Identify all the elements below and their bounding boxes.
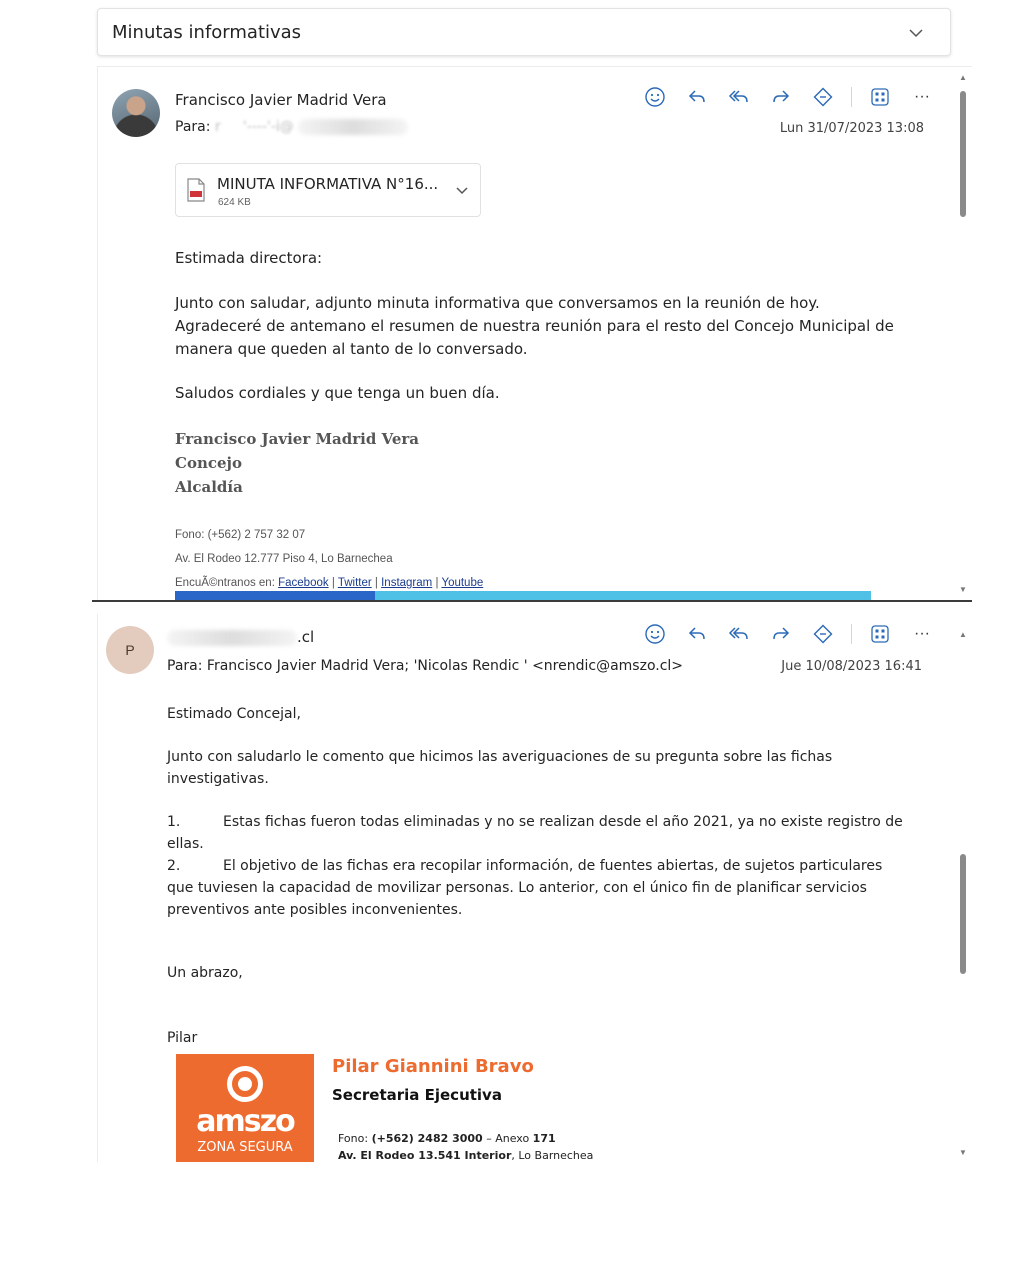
message-body bbox=[167, 703, 903, 1049]
ext-number: 171 bbox=[532, 1132, 556, 1145]
more-icon[interactable]: ··· bbox=[914, 88, 930, 105]
more-icon[interactable]: ··· bbox=[914, 625, 930, 642]
scrollbar[interactable] bbox=[958, 614, 968, 1162]
attachment-name: MINUTA INFORMATIVA N°16... bbox=[217, 175, 439, 193]
redaction-blur bbox=[298, 119, 408, 135]
to-label: Para: bbox=[175, 119, 211, 135]
list-text: que tuviesen la capacidad de movilizar personas. Lo anterior, con el único fin de planificar servicios bbox=[167, 880, 867, 896]
message-actions bbox=[641, 622, 936, 646]
signature-banner bbox=[175, 591, 871, 600]
instagram-link[interactable]: Instagram bbox=[381, 577, 433, 589]
message-body bbox=[175, 247, 894, 405]
separator: | bbox=[374, 577, 378, 589]
separator: | bbox=[435, 577, 439, 589]
closing: Saludos cordiales y que tenga un buen día. bbox=[175, 384, 500, 402]
scroll-up-icon[interactable]: ▲ bbox=[959, 73, 967, 82]
forward-icon[interactable] bbox=[767, 85, 795, 109]
logo-dot bbox=[238, 1077, 252, 1091]
scroll-down-icon[interactable]: ▼ bbox=[959, 585, 967, 594]
apps-icon[interactable] bbox=[866, 622, 894, 646]
signature bbox=[175, 427, 483, 595]
message-2 bbox=[97, 614, 972, 1162]
paragraph-line: manera que queden al tanto de lo conversado. bbox=[175, 340, 528, 358]
forward-icon[interactable] bbox=[767, 622, 795, 646]
phone-number: (+562) 2482 3000 bbox=[371, 1132, 483, 1145]
list-item bbox=[167, 811, 903, 833]
to-recipient-redacted[interactable]: r '----'-i@ bbox=[214, 119, 294, 135]
list-text: preventivos ante posibles inconvenientes. bbox=[167, 902, 463, 918]
paragraph-line: investigativas. bbox=[167, 771, 269, 787]
subject-bar[interactable] bbox=[97, 8, 951, 56]
reply-all-icon[interactable] bbox=[725, 85, 753, 109]
signature-address: Av. El Rodeo 12.777 Piso 4, Lo Barnechea bbox=[175, 553, 393, 565]
message-date: Lun 31/07/2023 13:08 bbox=[779, 121, 924, 136]
scroll-up-icon[interactable]: ▲ bbox=[959, 630, 967, 639]
paragraph-line: Junto con saludar, adjunto minuta informativa que conversamos en la reunión de hoy. bbox=[175, 294, 820, 312]
message-actions bbox=[641, 85, 936, 109]
reply-icon[interactable] bbox=[683, 85, 711, 109]
paragraph-line: Junto con saludarlo le comento que hicimos las averiguaciones de su pregunta sobre las fichas bbox=[167, 749, 833, 765]
separator: | bbox=[331, 577, 335, 589]
signature-line: Alcaldía bbox=[175, 478, 243, 496]
to-label: Para: bbox=[167, 658, 203, 674]
signature-name: Francisco Javier Madrid Vera bbox=[175, 430, 419, 448]
amszo-logo bbox=[176, 1054, 314, 1162]
logo-brand: amszo bbox=[196, 1104, 294, 1139]
toolbar-divider bbox=[851, 87, 852, 107]
scroll-down-icon[interactable]: ▼ bbox=[959, 1148, 967, 1157]
scroll-thumb[interactable] bbox=[960, 91, 966, 217]
message-1 bbox=[97, 66, 972, 600]
paragraph-line: Agradeceré de antemano el resumen de nuestra reunión para el resto del Concejo Municipal de bbox=[175, 317, 894, 335]
apps-icon[interactable] bbox=[866, 85, 894, 109]
signature-name: Pilar Giannini Bravo bbox=[332, 1056, 534, 1077]
address-area: , Lo Barnechea bbox=[511, 1149, 594, 1162]
facebook-link[interactable]: Facebook bbox=[278, 577, 329, 589]
redaction-blur bbox=[167, 630, 297, 646]
chevron-down-icon[interactable] bbox=[454, 182, 470, 198]
smiley-icon[interactable] bbox=[641, 622, 669, 646]
greeting: Estimada directora: bbox=[175, 249, 323, 267]
greeting: Estimado Concejal, bbox=[167, 706, 301, 722]
sticker-icon[interactable] bbox=[809, 85, 837, 109]
sticker-icon[interactable] bbox=[809, 622, 837, 646]
attachment-card[interactable] bbox=[175, 163, 481, 217]
signature-line: Concejo bbox=[175, 454, 242, 472]
youtube-link[interactable]: Youtube bbox=[441, 577, 484, 589]
smiley-icon[interactable] bbox=[641, 85, 669, 109]
signature-phone: Fono: (+562) 2 757 32 07 bbox=[175, 529, 306, 541]
address-street: Av. El Rodeo 13.541 Interior bbox=[338, 1149, 512, 1162]
screenshot-divider bbox=[92, 600, 972, 602]
sign-off: Pilar bbox=[167, 1030, 198, 1046]
sender-name[interactable] bbox=[167, 628, 314, 646]
scrollbar[interactable] bbox=[958, 67, 968, 600]
twitter-link[interactable]: Twitter bbox=[337, 577, 372, 589]
to-line bbox=[175, 119, 408, 135]
ext-label: – Anexo bbox=[486, 1132, 530, 1145]
avatar[interactable]: P bbox=[106, 626, 154, 674]
list-text: ellas. bbox=[167, 836, 204, 852]
sender-domain: .cl bbox=[297, 628, 315, 646]
phone-label: Fono: bbox=[338, 1132, 369, 1145]
reply-all-icon[interactable] bbox=[725, 622, 753, 646]
social-prefix: EncuÃ©ntranos en: bbox=[175, 577, 275, 589]
subject-title: Minutas informativas bbox=[112, 21, 302, 43]
list-number: 1. bbox=[167, 814, 181, 830]
list-number: 2. bbox=[167, 858, 181, 874]
to-line bbox=[167, 658, 683, 674]
signature-title: Secretaria Ejecutiva bbox=[332, 1086, 502, 1104]
attachment-size: 624 KB bbox=[218, 197, 251, 208]
signature-contact bbox=[338, 1130, 593, 1162]
list-item bbox=[167, 855, 903, 877]
scroll-thumb[interactable] bbox=[960, 854, 966, 974]
sender-name[interactable]: Francisco Javier Madrid Vera bbox=[175, 91, 387, 109]
reply-icon[interactable] bbox=[683, 622, 711, 646]
closing: Un abrazo, bbox=[167, 965, 243, 981]
message-date: Jue 10/08/2023 16:41 bbox=[781, 659, 922, 674]
list-text: El objetivo de las fichas era recopilar información, de fuentes abiertas, de sujetos particulares bbox=[223, 858, 883, 874]
to-recipients[interactable]: Francisco Javier Madrid Vera; 'Nicolas Rendic ' <nrendic@amszo.cl> bbox=[206, 658, 684, 674]
avatar[interactable] bbox=[112, 89, 160, 137]
chevron-down-icon[interactable] bbox=[906, 23, 926, 43]
toolbar-divider bbox=[851, 624, 852, 644]
list-text: Estas fichas fueron todas eliminadas y no se realizan desde el año 2021, ya no existe registro de bbox=[223, 814, 903, 830]
logo-tagline: ZONA SEGURA bbox=[197, 1140, 293, 1155]
pdf-file-icon bbox=[186, 178, 206, 202]
